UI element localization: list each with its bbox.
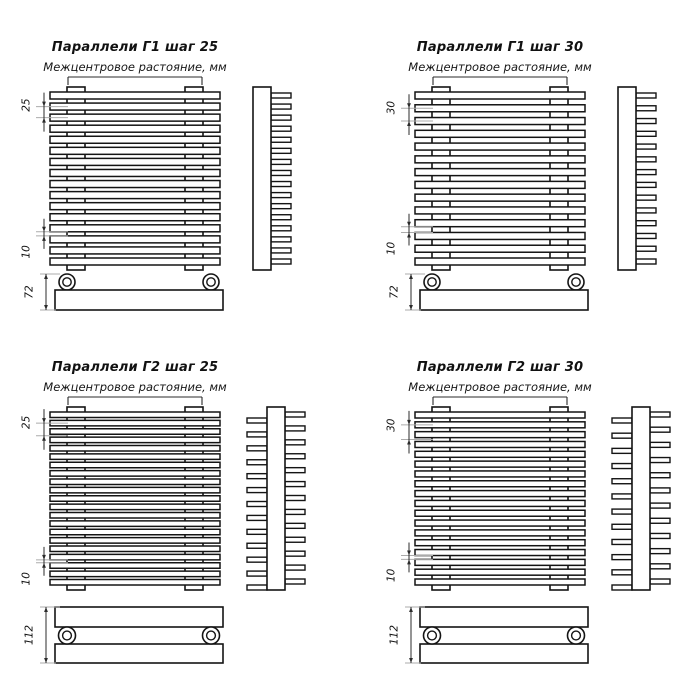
- bottom-view: [55, 607, 223, 663]
- dimension-value: 30: [385, 418, 398, 432]
- dimension-value: 72: [388, 285, 401, 299]
- dimension-value: 72: [23, 285, 36, 299]
- front-view: [415, 87, 585, 270]
- diagram-title: Параллели Г1 шаг 30: [416, 40, 584, 55]
- technical-drawing: [10, 35, 340, 355]
- center-distance-label: Межцентровое растояние, мм: [43, 380, 227, 394]
- bottom-view: [420, 607, 588, 663]
- diagram-title: Параллели Г2 шаг 30: [416, 360, 584, 375]
- diagram-title: Параллели Г1 шаг 25: [51, 40, 219, 55]
- side-view: [247, 407, 305, 590]
- diagram-title: Параллели Г2 шаг 25: [51, 360, 219, 375]
- dimension-value: 112: [23, 624, 36, 646]
- center-distance-label: Межцентровое растояние, мм: [408, 60, 592, 74]
- side-view: [612, 407, 670, 590]
- center-distance-dimension: [68, 77, 202, 85]
- dimension-value: 30: [385, 100, 398, 115]
- center-distance-label: Межцентровое растояние, мм: [43, 60, 227, 74]
- side-view: [618, 87, 656, 270]
- technical-drawing: [375, 35, 700, 355]
- center-distance-dimension: [68, 397, 202, 405]
- front-view: [415, 407, 585, 590]
- bottom-view: [55, 274, 223, 310]
- dimension-value: 112: [388, 624, 401, 646]
- dimension-value: 25: [20, 415, 33, 430]
- diagram-parallels-g1-step30: [375, 35, 700, 355]
- technical-drawing: [10, 355, 340, 675]
- diagram-parallels-g1-step25: [10, 35, 340, 355]
- center-distance-dimension: [433, 397, 567, 405]
- dimension-value: 10: [20, 572, 33, 586]
- side-view: [253, 87, 291, 270]
- front-view: [50, 407, 220, 590]
- dimension-value: 25: [20, 98, 33, 112]
- center-distance-dimension: [433, 77, 567, 85]
- center-distance-label: Межцентровое растояние, мм: [408, 380, 592, 394]
- dimension-value: 10: [385, 568, 398, 583]
- dimension-value: 10: [20, 245, 33, 259]
- bottom-view: [420, 274, 588, 310]
- step-dimension: [386, 94, 433, 135]
- dimension-value: 10: [385, 241, 398, 256]
- diagram-parallels-g2-step30: [375, 355, 700, 675]
- technical-drawing: [375, 355, 700, 675]
- diagram-parallels-g2-step25: [10, 355, 340, 675]
- front-view: [50, 87, 220, 270]
